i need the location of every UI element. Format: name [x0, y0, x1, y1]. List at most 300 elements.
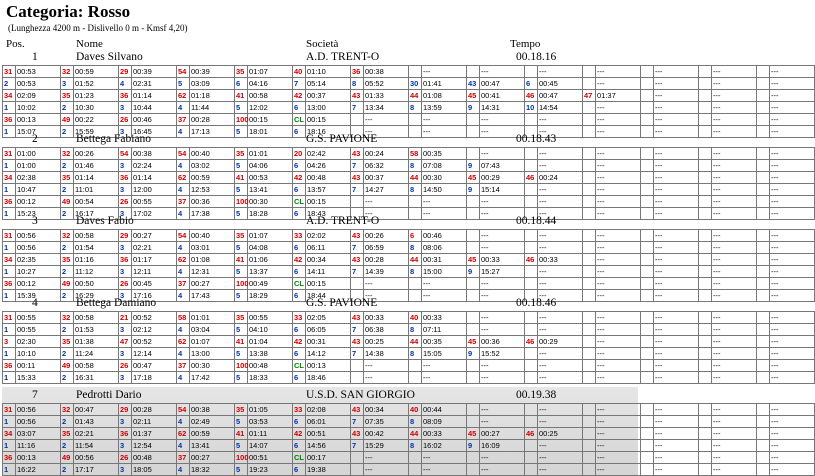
- control-number: 26: [119, 278, 132, 290]
- split-time: 01:05: [248, 404, 293, 416]
- split-time: 02:12: [132, 324, 177, 336]
- split-time: ---: [538, 230, 583, 242]
- split-time: 00:38: [364, 66, 409, 78]
- split-time: 02:11: [132, 416, 177, 428]
- control-number: [467, 324, 480, 336]
- control-number: 2: [3, 78, 16, 90]
- split-time: 12:53: [190, 184, 235, 196]
- control-number: [525, 230, 538, 242]
- split-row: [3, 360, 815, 372]
- control-number: 34: [3, 172, 16, 184]
- split-time: ---: [712, 372, 757, 384]
- col-header-time: Tempo: [510, 38, 541, 50]
- split-time: ---: [770, 312, 815, 324]
- control-number: [757, 428, 770, 440]
- split-time: 00:38: [190, 404, 235, 416]
- split-row: [3, 66, 815, 78]
- control-number: 4: [177, 184, 190, 196]
- split-time: 15:23: [16, 208, 61, 220]
- split-time: 03:53: [248, 416, 293, 428]
- split-time: ---: [712, 78, 757, 90]
- control-number: [699, 208, 712, 220]
- split-time: ---: [654, 78, 699, 90]
- control-number: 36: [119, 172, 132, 184]
- split-time: 02:08: [306, 404, 351, 416]
- control-number: 4: [177, 348, 190, 360]
- control-number: 36: [351, 66, 364, 78]
- athlete-time: 00.18.43: [516, 133, 557, 145]
- control-number: [583, 78, 596, 90]
- control-number: 40: [409, 404, 422, 416]
- split-time: 06:59: [364, 242, 409, 254]
- split-time: ---: [712, 90, 757, 102]
- split-time: 14:54: [538, 102, 583, 114]
- split-time: 14:31: [480, 102, 525, 114]
- split-time: ---: [364, 278, 409, 290]
- control-number: 5: [235, 348, 248, 360]
- split-time: 05:14: [306, 78, 351, 90]
- split-time: ---: [712, 184, 757, 196]
- control-number: 8: [409, 416, 422, 428]
- split-time: 00:15: [306, 114, 351, 126]
- split-time: 03:04: [190, 324, 235, 336]
- split-time: ---: [480, 324, 525, 336]
- split-time: ---: [712, 290, 757, 302]
- control-number: 7: [293, 78, 306, 90]
- split-time: ---: [596, 312, 641, 324]
- control-number: 35: [61, 428, 74, 440]
- control-number: [757, 452, 770, 464]
- split-time: ---: [654, 148, 699, 160]
- control-number: [641, 66, 654, 78]
- split-time: 00:41: [480, 90, 525, 102]
- split-time: 00:39: [190, 66, 235, 78]
- split-time: 01:04: [248, 336, 293, 348]
- split-time: 02:09: [16, 90, 61, 102]
- split-time: 08:09: [422, 416, 467, 428]
- control-number: 1: [3, 184, 16, 196]
- split-time: 18:05: [132, 464, 177, 476]
- split-time: ---: [712, 278, 757, 290]
- split-time: 07:43: [480, 160, 525, 172]
- control-number: 2: [61, 372, 74, 384]
- split-time: 00:35: [422, 336, 467, 348]
- control-number: 37: [177, 360, 190, 372]
- split-time: ---: [422, 196, 467, 208]
- split-time: ---: [480, 372, 525, 384]
- split-time: ---: [654, 102, 699, 114]
- split-time: 03:07: [16, 428, 61, 440]
- control-number: CL: [294, 114, 304, 124]
- split-time: 00:59: [74, 66, 119, 78]
- control-number: 42: [293, 90, 306, 102]
- split-time: ---: [596, 196, 641, 208]
- split-time: 00:25: [538, 428, 583, 440]
- athlete-name: Bettega Fabiano: [76, 133, 152, 145]
- control-number: 33: [293, 312, 306, 324]
- control-number: [757, 126, 770, 138]
- split-time: ---: [538, 278, 583, 290]
- split-time: 06:11: [306, 242, 351, 254]
- control-number: [467, 360, 480, 372]
- athlete-name: Daves Fabio: [76, 215, 134, 227]
- control-number: [699, 148, 712, 160]
- control-number: [699, 336, 712, 348]
- control-number: 30: [409, 78, 422, 90]
- split-time: 13:41: [190, 440, 235, 452]
- control-number: 34: [3, 90, 16, 102]
- control-number: [641, 290, 654, 302]
- control-number: 29: [119, 230, 132, 242]
- control-number: 5: [235, 102, 248, 114]
- split-time: ---: [480, 312, 525, 324]
- split-time: 00:26: [364, 230, 409, 242]
- split-time: ---: [538, 348, 583, 360]
- control-number: [351, 464, 364, 476]
- split-time: ---: [364, 196, 409, 208]
- athlete-name: Bettega Damiano: [76, 297, 157, 309]
- split-time: 18:46: [306, 372, 351, 384]
- split-time: ---: [480, 208, 525, 220]
- control-number: 6: [293, 348, 306, 360]
- split-time: ---: [538, 416, 583, 428]
- split-time: 00:33: [538, 254, 583, 266]
- control-number: 36: [119, 254, 132, 266]
- split-time: 01:41: [422, 78, 467, 90]
- control-number: [409, 196, 422, 208]
- control-number: [699, 290, 712, 302]
- split-time: 18:32: [190, 464, 235, 476]
- split-time: 00:46: [422, 230, 467, 242]
- control-number: 6: [293, 126, 306, 138]
- control-number: 7: [351, 416, 364, 428]
- split-row: [3, 452, 815, 464]
- control-number: [699, 230, 712, 242]
- split-time: 17:18: [132, 372, 177, 384]
- athlete-position: 2: [32, 133, 38, 145]
- control-number: 35: [235, 312, 248, 324]
- athlete-position: 3: [32, 215, 38, 227]
- split-time: 02:49: [190, 416, 235, 428]
- control-number: 45: [467, 336, 480, 348]
- control-number: [467, 372, 480, 384]
- control-number: [641, 172, 654, 184]
- control-number: 34: [3, 254, 16, 266]
- split-time: 00:26: [74, 148, 119, 160]
- control-number: 34: [3, 428, 16, 440]
- split-time: 15:33: [16, 372, 61, 384]
- split-time: 16:45: [132, 126, 177, 138]
- control-number: 8: [409, 266, 422, 278]
- control-number: [699, 372, 712, 384]
- split-time: ---: [596, 230, 641, 242]
- control-number: 20: [293, 148, 306, 160]
- control-number: 6: [293, 266, 306, 278]
- split-time: ---: [596, 416, 641, 428]
- control-number: [467, 452, 480, 464]
- control-number: 40: [409, 312, 422, 324]
- split-time: 04:10: [248, 324, 293, 336]
- control-number: [583, 66, 596, 78]
- split-time: ---: [480, 148, 525, 160]
- split-time: ---: [712, 360, 757, 372]
- control-number: [699, 348, 712, 360]
- split-time: 06:32: [364, 160, 409, 172]
- athlete-position: 7: [32, 389, 38, 401]
- control-number: [757, 160, 770, 172]
- control-number: 5: [235, 160, 248, 172]
- split-time: ---: [596, 254, 641, 266]
- control-number: 35: [61, 90, 74, 102]
- split-time: 02:31: [132, 78, 177, 90]
- split-time: ---: [596, 66, 641, 78]
- control-number: 6: [293, 290, 306, 302]
- split-time: 02:21: [132, 242, 177, 254]
- control-number: 4: [177, 464, 190, 476]
- split-time: 17:16: [132, 290, 177, 302]
- split-time: 14:27: [364, 184, 409, 196]
- control-number: [757, 464, 770, 476]
- split-time: ---: [422, 278, 467, 290]
- control-number: 1: [3, 464, 16, 476]
- split-time: 14:56: [306, 440, 351, 452]
- split-time: ---: [770, 196, 815, 208]
- split-time: ---: [480, 66, 525, 78]
- split-time: ---: [654, 464, 699, 476]
- split-time: ---: [770, 160, 815, 172]
- control-number: 2: [61, 184, 74, 196]
- control-number: 5: [235, 372, 248, 384]
- control-number: 29: [119, 66, 132, 78]
- split-time: 00:15: [306, 196, 351, 208]
- split-time: ---: [770, 336, 815, 348]
- split-time: ---: [654, 184, 699, 196]
- split-time: 05:52: [364, 78, 409, 90]
- split-time: 00:12: [16, 278, 61, 290]
- control-number: [641, 114, 654, 126]
- split-row: [3, 266, 815, 278]
- split-time: 00:58: [248, 90, 293, 102]
- split-time: 11:24: [74, 348, 119, 360]
- split-time: ---: [654, 324, 699, 336]
- split-time: 01:14: [132, 90, 177, 102]
- split-time: ---: [712, 160, 757, 172]
- control-number: [699, 324, 712, 336]
- split-time: ---: [712, 114, 757, 126]
- split-time: ---: [654, 440, 699, 452]
- control-number: 3: [119, 160, 132, 172]
- control-number: [757, 360, 770, 372]
- split-time: ---: [770, 114, 815, 126]
- control-number: [641, 416, 654, 428]
- split-time: 02:05: [306, 312, 351, 324]
- control-number: 3: [119, 242, 132, 254]
- split-time: ---: [538, 464, 583, 476]
- athlete-block: [2, 295, 779, 384]
- split-time: 16:31: [74, 372, 119, 384]
- control-number: 41: [235, 90, 248, 102]
- split-time: ---: [480, 196, 525, 208]
- split-time: 13:57: [306, 184, 351, 196]
- split-time: 00:36: [480, 336, 525, 348]
- split-time: 00:27: [190, 452, 235, 464]
- control-number: 26: [119, 452, 132, 464]
- split-time: 15:14: [480, 184, 525, 196]
- control-number: [699, 416, 712, 428]
- split-row: [3, 348, 815, 360]
- split-time: 00:45: [132, 278, 177, 290]
- split-time: 18:33: [248, 372, 293, 384]
- split-time: ---: [770, 102, 815, 114]
- split-time: 00:40: [190, 148, 235, 160]
- split-time: 16:22: [16, 464, 61, 476]
- split-time: ---: [712, 348, 757, 360]
- control-number: 31: [3, 404, 16, 416]
- col-header-name: Nome: [76, 38, 103, 50]
- split-time: ---: [538, 242, 583, 254]
- control-number: 37: [177, 196, 190, 208]
- control-number: 2: [61, 440, 74, 452]
- control-number: 41: [235, 336, 248, 348]
- control-number: 8: [409, 160, 422, 172]
- control-number: [583, 452, 596, 464]
- split-row: [3, 312, 815, 324]
- split-row: [3, 184, 815, 196]
- control-number: 54: [177, 404, 190, 416]
- split-time: 08:06: [422, 242, 467, 254]
- control-number: [525, 278, 538, 290]
- split-time: ---: [596, 184, 641, 196]
- split-time: ---: [770, 172, 815, 184]
- split-time: ---: [596, 440, 641, 452]
- split-row: [3, 102, 815, 114]
- control-number: 45: [467, 172, 480, 184]
- control-number: 2: [61, 102, 74, 114]
- control-number: 1: [3, 102, 16, 114]
- control-number: 45: [467, 254, 480, 266]
- split-time: ---: [538, 160, 583, 172]
- control-number: 32: [61, 404, 74, 416]
- control-number: [699, 404, 712, 416]
- control-number: [467, 464, 480, 476]
- control-number: [757, 102, 770, 114]
- control-number: 44: [409, 90, 422, 102]
- split-time: 18:29: [248, 290, 293, 302]
- split-time: ---: [422, 290, 467, 302]
- control-number: 8: [409, 440, 422, 452]
- split-time: ---: [596, 404, 641, 416]
- split-time: 12:14: [132, 348, 177, 360]
- split-time: 00:53: [248, 172, 293, 184]
- split-time: ---: [712, 196, 757, 208]
- split-time: 00:24: [364, 148, 409, 160]
- control-number: 43: [351, 312, 364, 324]
- control-number: [583, 324, 596, 336]
- split-time: ---: [770, 324, 815, 336]
- split-time: ---: [480, 114, 525, 126]
- control-number: [583, 336, 596, 348]
- control-number: 9: [467, 160, 480, 172]
- control-number: [583, 254, 596, 266]
- control-number: 5: [235, 324, 248, 336]
- control-number: 9: [467, 184, 480, 196]
- control-number: 4: [119, 78, 132, 90]
- split-time: 00:35: [422, 148, 467, 160]
- control-number: 6: [293, 208, 306, 220]
- control-number: [757, 78, 770, 90]
- split-time: ---: [480, 416, 525, 428]
- split-time: ---: [422, 372, 467, 384]
- control-number: 43: [351, 148, 364, 160]
- split-time: 02:38: [16, 172, 61, 184]
- split-time: 16:29: [74, 290, 119, 302]
- control-number: [409, 452, 422, 464]
- split-time: ---: [770, 148, 815, 160]
- control-number: [641, 336, 654, 348]
- split-time: 01:43: [74, 416, 119, 428]
- control-number: 4: [177, 126, 190, 138]
- control-number: [699, 360, 712, 372]
- control-number: [525, 148, 538, 160]
- control-number: 43: [351, 428, 364, 440]
- split-time: 00:17: [306, 452, 351, 464]
- split-time: ---: [364, 208, 409, 220]
- control-number: [467, 242, 480, 254]
- control-number: 2: [61, 290, 74, 302]
- control-number: 100: [236, 452, 249, 462]
- control-number: [699, 242, 712, 254]
- control-number: [757, 348, 770, 360]
- split-time: 00:55: [16, 312, 61, 324]
- control-number: 5: [235, 266, 248, 278]
- control-number: 37: [177, 114, 190, 126]
- split-time: 14:07: [248, 440, 293, 452]
- split-time: ---: [770, 266, 815, 278]
- control-number: 100: [236, 196, 249, 206]
- control-number: 62: [177, 336, 190, 348]
- control-number: [641, 78, 654, 90]
- split-time: ---: [480, 242, 525, 254]
- control-number: [525, 360, 538, 372]
- control-number: [641, 126, 654, 138]
- split-time: 02:30: [16, 336, 61, 348]
- split-time: 00:48: [306, 172, 351, 184]
- control-number: [641, 254, 654, 266]
- split-time: ---: [712, 336, 757, 348]
- control-number: [525, 160, 538, 172]
- split-time: 01:33: [364, 90, 409, 102]
- split-time: ---: [538, 312, 583, 324]
- split-time: 12:02: [248, 102, 293, 114]
- split-time: ---: [596, 290, 641, 302]
- control-number: [525, 440, 538, 452]
- control-number: [641, 360, 654, 372]
- split-time: ---: [654, 452, 699, 464]
- control-number: [351, 360, 364, 372]
- control-number: [525, 66, 538, 78]
- control-number: 4: [177, 208, 190, 220]
- control-number: [641, 404, 654, 416]
- split-time: ---: [422, 464, 467, 476]
- split-time: 00:56: [16, 230, 61, 242]
- split-time: 14:11: [306, 266, 351, 278]
- control-number: 45: [467, 428, 480, 440]
- split-time: ---: [596, 78, 641, 90]
- split-time: 01:17: [132, 254, 177, 266]
- control-number: [641, 208, 654, 220]
- control-number: [641, 196, 654, 208]
- control-number: 49: [61, 114, 74, 126]
